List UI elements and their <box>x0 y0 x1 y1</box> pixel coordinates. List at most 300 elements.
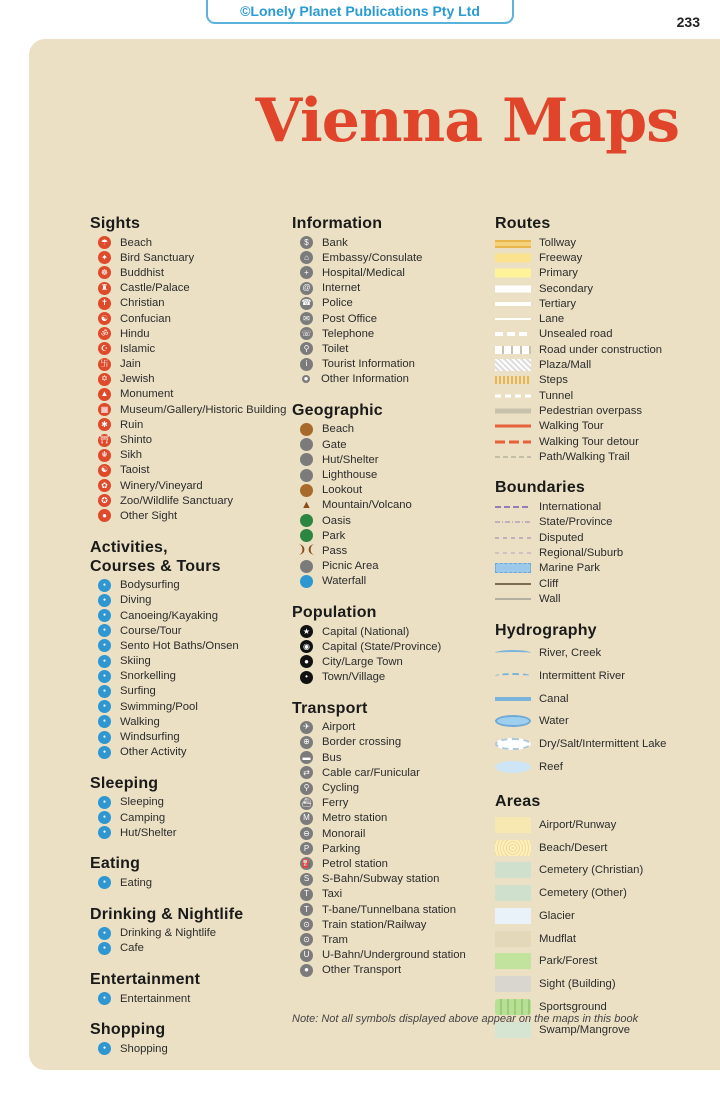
legend-item-diving <box>90 593 280 608</box>
footnote: Note: Not all symbols displayed above appear on the maps in this book <box>292 1013 639 1025</box>
other-activity-icon: ● <box>98 746 111 759</box>
legend-item-label: Skiing <box>120 655 151 668</box>
city-large-town-icon: ● <box>300 655 313 668</box>
legend-item-winery-vineyard <box>90 478 280 493</box>
islamic-icon: ☪ <box>98 342 111 355</box>
legend-item-other-transport <box>292 963 492 978</box>
legend-item-course-tour <box>90 623 280 638</box>
legend-item-lane <box>495 311 705 326</box>
legend-item-label: Confucian <box>120 312 171 325</box>
legend-item-label: Walking Tour <box>539 420 604 433</box>
camping-icon: ● <box>98 811 111 824</box>
legend-item-city-large-town <box>292 654 492 669</box>
secondary-icon <box>495 282 531 295</box>
section-heading-shopping: Shopping <box>90 1021 166 1039</box>
copyright-banner: ©Lonely Planet Publications Pty Ltd <box>206 0 514 24</box>
legend-item-windsurfing <box>90 729 280 744</box>
legend-item-disputed <box>495 530 705 545</box>
legend-item-zoo-wildlife-sanctuary <box>90 493 280 508</box>
legend-item-plaza-mall <box>495 357 705 372</box>
legend-item-label: Winery/Vineyard <box>120 479 203 492</box>
museum-gallery-historic-building-icon: ▦ <box>98 403 111 416</box>
legend-item-label: Train station/Railway <box>322 918 427 931</box>
legend-item-label: Road under construction <box>539 343 663 356</box>
legend-item-water <box>495 710 705 733</box>
cycling-icon: ⚲ <box>300 782 313 795</box>
legend-item-label: Unsealed road <box>539 328 613 341</box>
taxi-icon: T <box>300 888 313 901</box>
legend-item-tram <box>292 932 492 947</box>
metro-station-icon: M <box>300 812 313 825</box>
tram-icon: ⊙ <box>300 933 313 946</box>
legend-item-label: Swimming/Pool <box>120 700 198 713</box>
path-walking-trail-swatch <box>495 456 531 457</box>
cemetery-other-swatch <box>495 885 531 901</box>
freeway-icon <box>495 251 531 264</box>
plaza-mall-swatch <box>495 359 531 371</box>
town-village-icon: • <box>300 671 313 684</box>
intermittent-river-swatch <box>495 673 531 679</box>
legend-item-label: Dry/Salt/Intermittent Lake <box>539 738 667 751</box>
jewish-icon: ✡ <box>98 373 111 386</box>
legend-item-label: Ruin <box>120 418 144 431</box>
christian-icon: ✝ <box>98 297 111 310</box>
legend-item-label: Border crossing <box>322 736 402 749</box>
legend-item-entertainment <box>90 991 280 1006</box>
section-heading-hydrography: Hydrography <box>495 621 597 639</box>
legend-item-label: Capital (State/Province) <box>322 640 442 653</box>
legend-item-other-sight <box>90 508 280 523</box>
reef-icon <box>495 758 531 776</box>
legend-item-label: Hut/Shelter <box>322 453 379 466</box>
legend-item-label: Toilet <box>322 342 349 355</box>
other-sight-icon: ● <box>98 509 111 522</box>
legend-item-hut-shelter <box>292 452 492 467</box>
shopping-icon: ● <box>98 1042 111 1055</box>
legend-item-mountain-volcano <box>292 498 492 513</box>
section-heading-sleeping: Sleeping <box>90 774 159 792</box>
legend-item-label: Pass <box>322 544 348 557</box>
legend-item-park-forest <box>495 950 705 973</box>
legend-item-swimming-pool <box>90 699 280 714</box>
primary-swatch <box>495 269 531 278</box>
legend-item-label: Path/Walking Trail <box>539 450 630 463</box>
legend-item-label: Parking <box>322 842 361 855</box>
sight-building-swatch <box>495 976 531 992</box>
pedestrian-overpass-swatch <box>495 408 531 413</box>
legend-item-sight-building <box>495 973 705 996</box>
legend-item-confucian <box>90 311 280 326</box>
legend-item-label: Sikh <box>120 449 142 462</box>
legend-item-label: Taoist <box>120 464 150 477</box>
sight-building-icon <box>495 975 531 993</box>
legend-item-label: Secondary <box>539 282 594 295</box>
park-forest-icon <box>495 952 531 970</box>
pass-icon: ❩❨ <box>297 544 316 557</box>
legend-item-label: Other Activity <box>120 746 187 759</box>
regional-suburb-swatch <box>495 552 531 553</box>
section-heading-geographic: Geographic <box>292 401 383 419</box>
lane-swatch <box>495 318 531 320</box>
legend-item-label: Shopping <box>120 1042 168 1055</box>
petrol-station-icon: ⛽ <box>300 857 313 870</box>
legend-item-label: Course/Tour <box>120 624 182 637</box>
legend-item-label: Beach <box>120 236 153 249</box>
road-under-construction-icon <box>495 343 531 356</box>
primary-icon <box>495 267 531 280</box>
legend-item-monument <box>90 387 280 402</box>
canal-swatch <box>495 697 531 701</box>
legend-item-capital-national <box>292 624 492 639</box>
legend-item-walking-tour <box>495 419 705 434</box>
walking-tour-icon <box>495 420 531 433</box>
legend-item-buddhist <box>90 265 280 280</box>
legend-item-police <box>292 296 492 311</box>
legend-item-museum-gallery-historic-building <box>90 402 287 417</box>
mountain-volcano-icon: ▲ <box>301 498 312 511</box>
tertiary-swatch <box>495 302 531 306</box>
diving-icon: ● <box>98 594 111 607</box>
walking-tour-detour-icon <box>495 435 531 448</box>
legend-item-label: Canal <box>539 692 569 705</box>
legend-item-label: Diving <box>120 594 152 607</box>
legend-item-label: Lane <box>539 313 565 326</box>
river-creek-swatch <box>495 650 531 656</box>
legend-item-dry-salt-intermittent-lake <box>495 733 705 756</box>
legend-item-river-creek <box>495 642 705 665</box>
legend-item-label: Mudflat <box>539 932 577 945</box>
legend-item-label: Lighthouse <box>322 469 378 482</box>
section-heading-population: Population <box>292 603 377 621</box>
cemetery-other-icon <box>495 884 531 902</box>
picnic-area-icon <box>300 560 313 573</box>
sento-hot-baths-onsen-icon: ● <box>98 639 111 652</box>
legend-item-label: Waterfall <box>322 575 367 588</box>
capital-state-province-icon: ◉ <box>300 640 313 653</box>
airport-runway-swatch <box>495 817 531 833</box>
legend-item-capital-state-province <box>292 639 492 654</box>
section-heading-entertainment: Entertainment <box>90 970 201 988</box>
bus-icon: ▬ <box>300 751 313 764</box>
legend-item-beach <box>292 422 492 437</box>
legend-item-label: Sportsground <box>539 1001 607 1014</box>
legend-item-label: Disputed <box>539 531 584 544</box>
legend-item-label: Bird Sanctuary <box>120 251 195 264</box>
legend-item-wall <box>495 591 705 606</box>
legend-item-marine-park <box>495 561 705 576</box>
legend-item-label: River, Creek <box>539 646 602 659</box>
legend-item-label: Metro station <box>322 812 388 825</box>
legend-item-label: Bank <box>322 236 348 249</box>
hospital-medical-icon: + <box>300 266 313 279</box>
legend-item-label: Taxi <box>322 888 343 901</box>
capital-national-icon: ★ <box>300 625 313 638</box>
path-walking-trail-icon <box>495 450 531 463</box>
legend-item-snorkelling <box>90 669 280 684</box>
legend-item-taoist <box>90 463 280 478</box>
legend-item-pedestrian-overpass <box>495 403 705 418</box>
legend-column-1 <box>90 214 287 1056</box>
tourist-information-icon: i <box>300 358 313 371</box>
legend-item-taxi <box>292 887 492 902</box>
water-swatch <box>495 715 531 727</box>
cemetery-christian-icon <box>495 861 531 879</box>
monorail-icon: ⊖ <box>300 827 313 840</box>
park-icon <box>300 529 313 542</box>
walking-tour-detour-swatch <box>495 440 531 443</box>
jain-icon: 卐 <box>98 358 111 371</box>
legend-item-label: Picnic Area <box>322 560 379 573</box>
wall-swatch <box>495 598 531 599</box>
toilet-icon: ⚲ <box>300 342 313 355</box>
disputed-icon <box>495 531 531 544</box>
legend-item-label: Lookout <box>322 484 363 497</box>
telephone-icon: ☏ <box>300 327 313 340</box>
international-icon <box>495 501 531 514</box>
taoist-icon: ☯ <box>98 464 111 477</box>
legend-item-label: Hindu <box>120 327 150 340</box>
legend-item-road-under-construction <box>495 342 705 357</box>
legend-item-label: Windsurfing <box>120 731 180 744</box>
freeway-swatch <box>495 253 531 262</box>
section-heading-areas: Areas <box>495 793 541 811</box>
legend-item-gate <box>292 437 492 452</box>
legend-item-bird-sanctuary <box>90 250 280 265</box>
bird-sanctuary-icon: ✦ <box>98 251 111 264</box>
hut-shelter-icon <box>300 453 313 466</box>
legend-item-monorail <box>292 826 492 841</box>
steps-icon <box>495 374 531 387</box>
legend-item-path-walking-trail <box>495 449 705 464</box>
pedestrian-overpass-icon <box>495 404 531 417</box>
legend-item-label: Petrol station <box>322 857 388 870</box>
winery-vineyard-icon: ✿ <box>98 479 111 492</box>
course-tour-icon: ● <box>98 624 111 637</box>
legend-item-label: Steps <box>539 374 568 387</box>
legend-item-park <box>292 528 492 543</box>
legend-item-label: Tollway <box>539 236 577 249</box>
legend-item-label: Beach/Desert <box>539 841 608 854</box>
marine-park-icon <box>495 562 531 575</box>
walking-icon: ● <box>98 715 111 728</box>
legend-item-label: Post Office <box>322 312 378 325</box>
section-heading-transport: Transport <box>292 699 368 717</box>
steps-swatch <box>495 376 531 384</box>
marine-park-swatch <box>495 563 531 573</box>
police-icon: ☎ <box>300 297 313 310</box>
tertiary-icon <box>495 297 531 310</box>
tollway-icon <box>495 236 531 249</box>
legend-item-label: Camping <box>120 811 166 824</box>
confucian-icon: ☯ <box>98 312 111 325</box>
legend-item-label: Tram <box>322 933 348 946</box>
hindu-icon: ॐ <box>98 327 111 340</box>
legend-item-label: Freeway <box>539 251 583 264</box>
legend-item-label: Castle/Palace <box>120 282 190 295</box>
legend-item-beach-desert <box>495 836 705 859</box>
embassy-consulate-icon: ⌂ <box>300 251 313 264</box>
legend-item-label: Regional/Suburb <box>539 546 624 559</box>
dry-salt-intermittent-lake-icon <box>495 735 531 753</box>
legend-item-label: Airport <box>322 721 356 734</box>
legend-item-walking-tour-detour <box>495 434 705 449</box>
legend-item-jewish <box>90 372 280 387</box>
legend-item-glacier <box>495 905 705 928</box>
legend-item-label: Monorail <box>322 827 366 840</box>
wall-icon <box>495 592 531 605</box>
legend-item-metro-station <box>292 811 492 826</box>
section-heading-line: Courses & Tours <box>90 557 221 575</box>
legend-item-cliff <box>495 576 705 591</box>
legend-item-skiing <box>90 654 280 669</box>
beach-icon: ☂ <box>98 236 111 249</box>
legend-item-label: Other Sight <box>120 509 178 522</box>
reef-swatch <box>495 761 531 773</box>
legend-item-label: Sight (Building) <box>539 978 616 991</box>
other-transport-icon: ● <box>300 964 313 977</box>
legend-item-label: Bodysurfing <box>120 579 180 592</box>
water-icon <box>495 712 531 730</box>
dry-salt-intermittent-lake-swatch <box>495 738 531 750</box>
section-heading-boundaries: Boundaries <box>495 479 586 497</box>
legend-item-label: International <box>539 501 602 514</box>
lane-icon <box>495 313 531 326</box>
legend-item-shopping <box>90 1041 280 1056</box>
canoeing-kayaking-icon: ● <box>98 609 111 622</box>
u-bahn-underground-station-icon: U <box>300 949 313 962</box>
legend-item-label: Eating <box>120 876 153 889</box>
legend-item-town-village <box>292 670 492 685</box>
legend-item-camping <box>90 810 280 825</box>
legend-item-lighthouse <box>292 467 492 482</box>
post-office-icon: ✉ <box>300 312 313 325</box>
walking-tour-swatch <box>495 425 531 428</box>
cliff-icon <box>495 577 531 590</box>
section-heading-sights: Sights <box>90 215 141 232</box>
legend-item-picnic-area <box>292 559 492 574</box>
legend-item-petrol-station <box>292 856 492 871</box>
legend-item-steps <box>495 373 705 388</box>
legend-item-parking <box>292 841 492 856</box>
ferry-icon: ⛴ <box>300 797 313 810</box>
legend-item-label: Beach <box>322 423 355 436</box>
swimming-pool-icon: ● <box>98 700 111 713</box>
legend-item-shinto <box>90 432 280 447</box>
legend-item-bank <box>292 235 492 250</box>
legend-item-label: Water <box>539 715 569 728</box>
legend-item-airport <box>292 720 492 735</box>
legend-item-label: Gate <box>322 438 347 451</box>
page-title: Vienna Maps <box>255 86 679 156</box>
legend-item-hindu <box>90 326 280 341</box>
legend-item-label: Hospital/Medical <box>322 266 405 279</box>
mudflat-icon <box>495 930 531 948</box>
legend-item-post-office <box>292 311 492 326</box>
legend-item-unsealed-road <box>495 327 705 342</box>
legend-item-hut-shelter <box>90 825 280 840</box>
legend-item-christian <box>90 296 280 311</box>
section-heading-information: Information <box>292 215 383 232</box>
legend-item-regional-suburb <box>495 545 705 560</box>
legend-item-label: Airport/Runway <box>539 818 617 831</box>
legend-item-internet <box>292 281 492 296</box>
legend-item-label: Glacier <box>539 909 575 922</box>
waterfall-icon <box>300 575 313 588</box>
legend-item-secondary <box>495 281 705 296</box>
skiing-icon: ● <box>98 655 111 668</box>
s-bahn-subway-station-icon: S <box>300 873 313 886</box>
eating-icon: ● <box>98 876 111 889</box>
legend-item-label: Jain <box>120 358 141 371</box>
legend-item-border-crossing <box>292 735 492 750</box>
legend-item-drinking-nightlife <box>90 926 280 941</box>
section-heading-routes: Routes <box>495 215 551 232</box>
legend-item-label: U-Bahn/Underground station <box>322 949 466 962</box>
legend-item-sikh <box>90 448 280 463</box>
legend-item-other-activity <box>90 745 280 760</box>
lookout-icon <box>300 484 313 497</box>
legend-item-label: S-Bahn/Subway station <box>322 873 440 886</box>
legend-item-label: Cable car/Funicular <box>322 766 420 779</box>
legend-item-beach <box>90 235 280 250</box>
park-forest-swatch <box>495 953 531 969</box>
legend-item-mudflat <box>495 927 705 950</box>
legend-item-label: Cemetery (Christian) <box>539 864 644 877</box>
glacier-icon <box>495 907 531 925</box>
bodysurfing-icon: ● <box>98 579 111 592</box>
cemetery-christian-swatch <box>495 862 531 878</box>
legend-item-reef <box>495 756 705 779</box>
legend-item-label: Oasis <box>322 514 351 527</box>
legend-item-train-station-railway <box>292 917 492 932</box>
legend-item-label: Tourist Information <box>322 358 415 371</box>
legend-item-intermittent-river <box>495 664 705 687</box>
unsealed-road-swatch <box>495 332 531 336</box>
canal-icon <box>495 690 531 708</box>
mudflat-swatch <box>495 931 531 947</box>
legend-item-label: Drinking & Nightlife <box>120 927 217 940</box>
surfing-icon: ● <box>98 685 111 698</box>
train-station-railway-icon: ⊙ <box>300 918 313 931</box>
section-heading-activities-courses-tours <box>90 538 280 576</box>
state-province-icon <box>495 516 531 529</box>
legend-item-label: Sleeping <box>120 796 164 809</box>
section-heading-drinking-nightlife: Drinking & Nightlife <box>90 905 244 923</box>
airport-icon: ✈ <box>300 721 313 734</box>
section-heading-eating: Eating <box>90 855 141 873</box>
legend-item-label: City/Large Town <box>322 655 403 668</box>
river-creek-icon <box>495 644 531 662</box>
cable-car-funicular-icon: ⇄ <box>300 766 313 779</box>
secondary-swatch <box>495 285 531 292</box>
tunnel-swatch <box>495 394 531 397</box>
road-under-construction-swatch <box>495 346 531 354</box>
ruin-icon: ✱ <box>98 418 111 431</box>
legend-item-label: T-bane/Tunnelbana station <box>322 903 456 916</box>
section-heading-line: Activities, <box>90 538 168 556</box>
legend-item-label: Ferry <box>322 797 349 810</box>
legend-item-label: Snorkelling <box>120 670 176 683</box>
legend-item-cable-car-funicular <box>292 765 492 780</box>
internet-icon: @ <box>300 282 313 295</box>
legend-item-label: Cliff <box>539 577 559 590</box>
border-crossing-icon: ⊕ <box>300 736 313 749</box>
legend-item-label: Internet <box>322 282 361 295</box>
legend-item-ruin <box>90 417 280 432</box>
legend-item-label: Capital (National) <box>322 625 410 638</box>
monument-icon: ▲ <box>98 388 111 401</box>
legend-item-cycling <box>292 780 492 795</box>
